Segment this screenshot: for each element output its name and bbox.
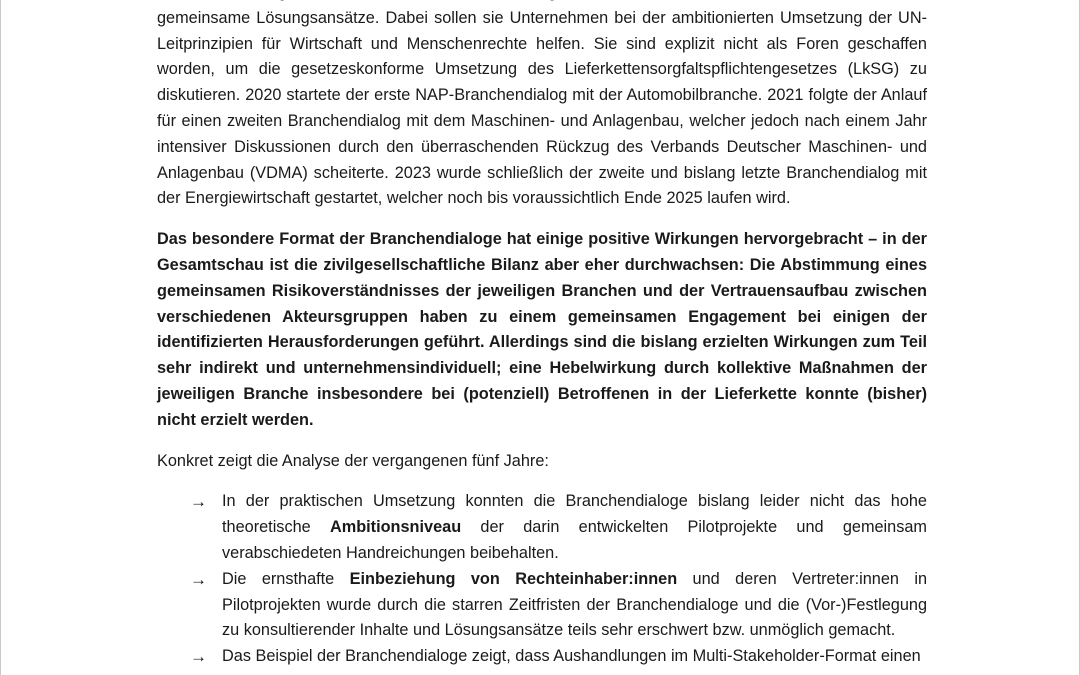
list-item-text: der darin entwickelten Pilotprojekte und gemeinsam verabschiedeten Handreichungen beibehalten.	[222, 518, 927, 562]
list-item-text: Die ernsthafte	[222, 569, 350, 588]
arrow-right-icon: →	[190, 492, 207, 512]
list-item-emphasis: Einbeziehung von Rechteinhaber:innen	[349, 569, 678, 588]
summary-paragraph: Das besondere Format der Branchendialoge hat einige positive Wirkungen hervorgebracht – in der Gesamtschau ist die zivilgesellschaftliche Bilanz aber eher durchwachsen: Die Abstimmung eines gemeinsamen Risikoverständnisses der jeweiligen Branchen und der Vertrauensaufbau zwischen verschiedenen Akteursgruppen haben zu einem gemeinsamen Engagement bei einigen der identifizierten Herausforderungen geführt. Allerdings sind die bislang erzielten Wirkungen zum Teil sehr indirekt und unternehmensindividuell; eine Hebelwirkung durch kollektive Maßnahmen der jeweiligen Branche insbesondere bei (potenziell) Betroffenen in der Lieferkette konnte (bisher) nicht erzielt werden.	[157, 230, 927, 429]
arrow-right-icon: →	[190, 569, 207, 589]
list-item	[157, 567, 927, 644]
list-item	[157, 644, 927, 670]
list-item-emphasis: Ambitionsniveau	[329, 518, 462, 537]
list-item-text: In der praktischen Umsetzung konnten die Branchendialoge bislang leider nicht das hohe theoretische	[222, 492, 927, 537]
analysis-lead-in: Konkret zeigt die Analyse der vergangenen fünf Jahre:	[157, 451, 549, 470]
intro-paragraph: gemeinsame Lösungsansätze. Dabei sollen sie Unternehmen bei der ambitionierten Umsetzung der UN-Leitprinzipien für Wirtschaft und Menschenrechte helfen. Sie sind explizit nicht als Foren geschaffen worden, um die gesetzeskonforme Umsetzung des Lieferkettensorgfaltspflichtengesetzes (LkSG) zu diskutieren. 2020 startete der erste NAP-Branchendialog mit der Automobilbranche. 2021 folgte der Anlauf für einen zweiten Branchendialog mit dem Maschinen- und Anlagenbau, welcher jedoch nach einem Jahr intensiver Diskussionen durch den überraschenden Rückzug des Verbands Deutscher Maschinen- und Anlagenbau (VDMA) scheiterte. 2023 wurde schließlich der zweite und bislang letzte Branchendialog mit der Energiewirtschaft gestartet, welcher noch bis voraussichtlich Ende 2025 laufen wird.	[157, 8, 927, 208]
list-item	[157, 489, 927, 566]
findings-list	[157, 489, 927, 670]
document-body	[157, 0, 927, 670]
list-item-text: und deren Vertreter:innen in Pilotprojekten wurde durch die starren Zeitfristen der Branchendialoge und die (Vor-)Festlegung zu konsultierender Inhalte und Lösungsansätze teils sehr erschwert bzw. unmöglich gemacht.	[222, 569, 927, 640]
arrow-right-icon: →	[190, 647, 207, 667]
list-item-text: Das Beispiel der Branchendialoge zeigt, dass Aushandlungen im Multi-Stakeholder-Format einen	[222, 647, 921, 666]
